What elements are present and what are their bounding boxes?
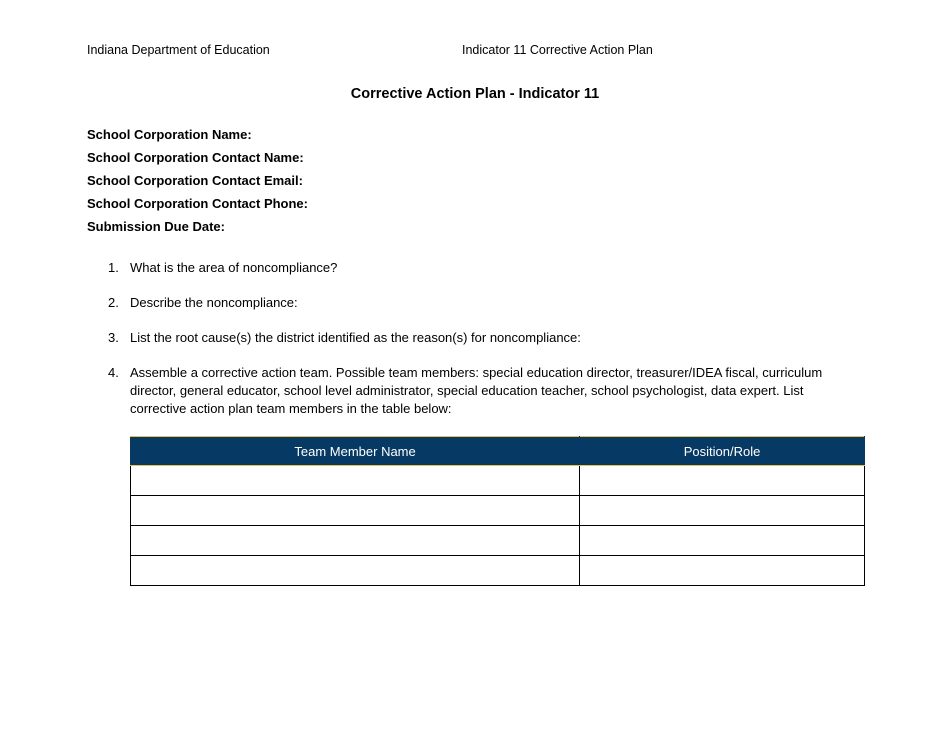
- question-number: 4.: [108, 365, 119, 380]
- cell-position-role[interactable]: [580, 526, 865, 556]
- question-1: [108, 259, 848, 277]
- question-2: [108, 294, 848, 312]
- table-header-row: [131, 437, 865, 466]
- corporation-info-fields: [87, 127, 308, 242]
- question-text: Assemble a corrective action team. Possible team members: special education director, treasurer/IDEA fiscal, curriculum director, general educator, school level administrator, special education teacher, school psychologist, data expert. List corrective action plan team members in the table below:: [130, 365, 823, 416]
- cell-team-member-name[interactable]: [131, 496, 580, 526]
- field-contact-phone: School Corporation Contact Phone:: [87, 196, 308, 211]
- cell-position-role[interactable]: [580, 466, 865, 496]
- cell-position-role[interactable]: [580, 556, 865, 586]
- page-title: Corrective Action Plan - Indicator 11: [350, 86, 600, 102]
- field-contact-name: School Corporation Contact Name:: [87, 150, 304, 165]
- cell-position-role[interactable]: [580, 496, 865, 526]
- header-document-name: Indicator 11 Corrective Action Plan: [462, 43, 653, 57]
- field-due-date: Submission Due Date:: [87, 219, 225, 234]
- question-number: 1.: [108, 260, 119, 275]
- question-4: [108, 364, 848, 418]
- column-header-position-role: Position/Role: [580, 437, 865, 466]
- table-row: [131, 556, 865, 586]
- cell-team-member-name[interactable]: [131, 466, 580, 496]
- table-row: [131, 526, 865, 556]
- question-3: [108, 329, 848, 347]
- header-organization: Indiana Department of Education: [87, 43, 270, 57]
- question-number: 2.: [108, 295, 119, 310]
- team-members-table: [130, 436, 865, 586]
- cell-team-member-name[interactable]: [131, 526, 580, 556]
- field-corporation-name: School Corporation Name:: [87, 127, 252, 142]
- question-text: What is the area of noncompliance?: [130, 260, 338, 275]
- column-header-team-member-name: Team Member Name: [131, 437, 580, 466]
- table-row: [131, 466, 865, 496]
- question-number: 3.: [108, 330, 119, 345]
- question-text: Describe the noncompliance:: [130, 295, 298, 310]
- table-row: [131, 496, 865, 526]
- question-text: List the root cause(s) the district identified as the reason(s) for noncompliance:: [130, 330, 581, 345]
- cell-team-member-name[interactable]: [131, 556, 580, 586]
- field-contact-email: School Corporation Contact Email:: [87, 173, 303, 188]
